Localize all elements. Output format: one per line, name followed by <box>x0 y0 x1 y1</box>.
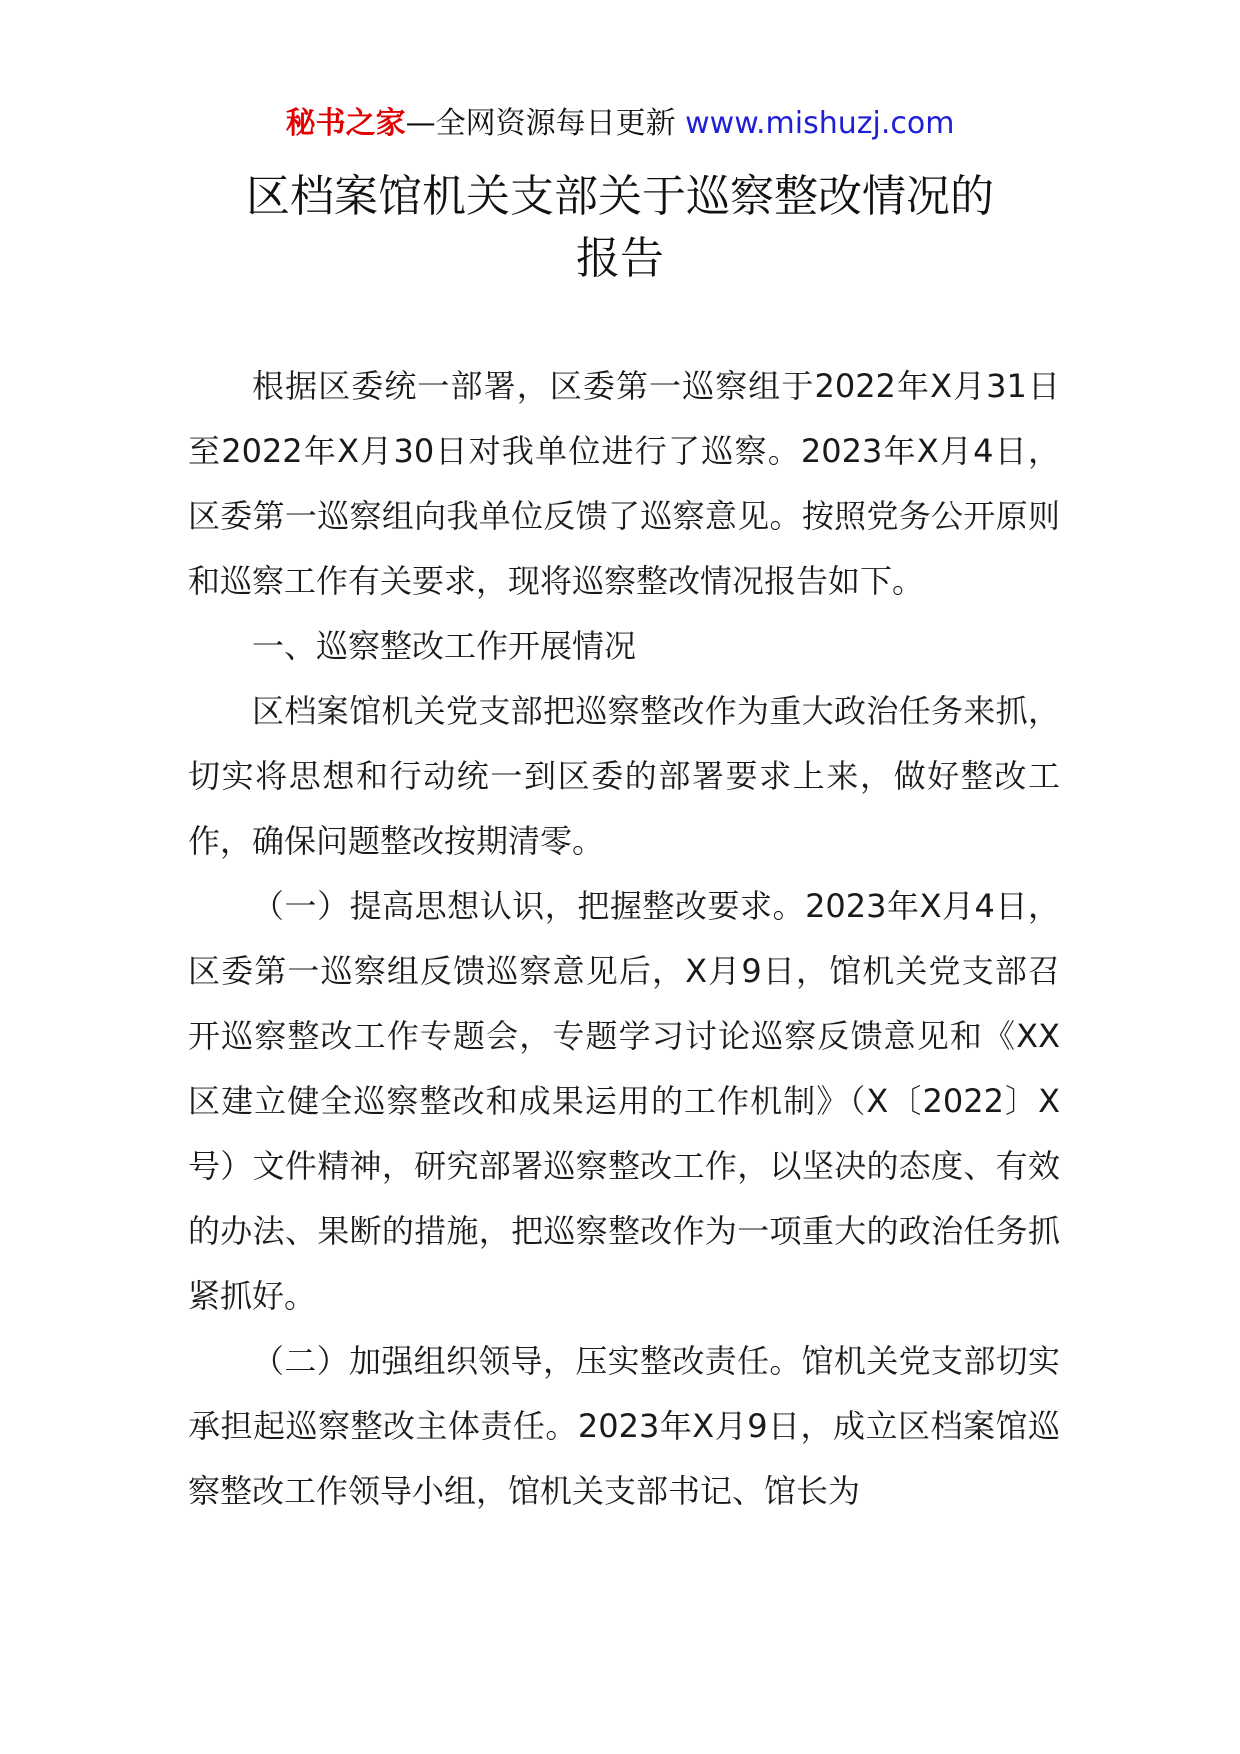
header-slogan: —全网资源每日更新 <box>405 106 676 141</box>
document-body <box>188 354 1060 1524</box>
title-line-1: 区档案馆机关支部关于巡察整改情况的 <box>246 171 994 222</box>
document-title <box>0 166 1240 290</box>
paragraph-subsection-1: （一）提高思想认识，把握整改要求。2023年X月4日，区委第一巡察组反馈巡察意见后，X月9日，馆机关党支部召开巡察整改工作专题会，专题学习讨论巡察反馈意见和《XX区建立健全巡察整改和成果运用的工作机制》（X〔2022〕X号）文件精神，研究部署巡察整改工作，以坚决的态度、有效的办法、果断的措施，把巡察整改作为一项重大的政治任务抓紧抓好。 <box>188 887 1060 1315</box>
site-header <box>0 104 1240 144</box>
title-line-2: 报告 <box>576 233 664 284</box>
paragraph-intro: 根据区委统一部署，区委第一巡察组于2022年X月31日至2022年X月30日对我单位进行了巡察。2023年X月4日，区委第一巡察组向我单位反馈了巡察意见。按照党务公开原则和巡察工作有关要求，现将巡察整改情况报告如下。 <box>188 367 1060 600</box>
brand-name: 秘书之家 <box>285 106 406 141</box>
site-url-link[interactable]: www.mishuzj.com <box>685 106 955 141</box>
paragraph-subsection-2: （二）加强组织领导，压实整改责任。馆机关党支部切实承担起巡察整改主体责任。2023年X月9日，成立区档案馆巡察整改工作领导小组，馆机关支部书记、馆长为 <box>188 1342 1060 1510</box>
section-heading-1: 一、巡察整改工作开展情况 <box>252 627 637 665</box>
paragraph-section-1: 区档案馆机关党支部把巡察整改作为重大政治任务来抓，切实将思想和行动统一到区委的部署要求上来，做好整改工作，确保问题整改按期清零。 <box>188 692 1060 860</box>
